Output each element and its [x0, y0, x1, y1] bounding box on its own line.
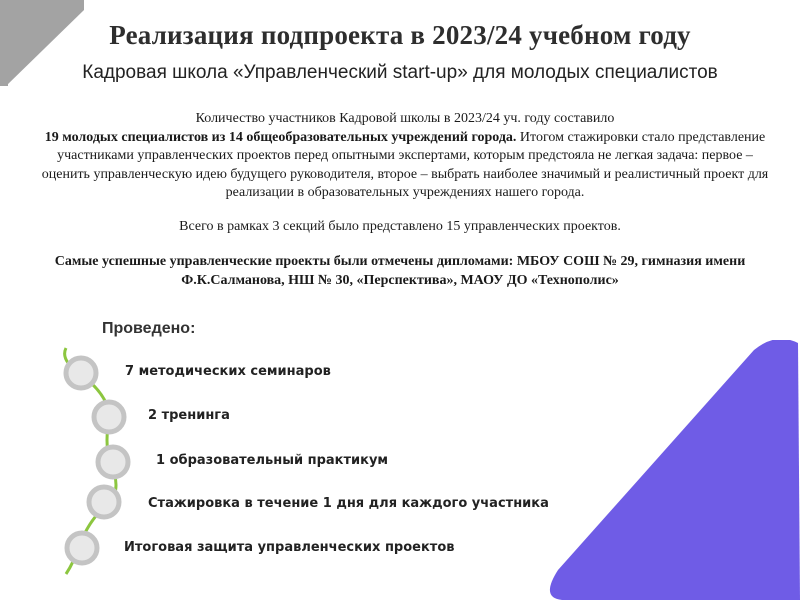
- timeline-node-4: [89, 487, 119, 517]
- timeline-node-1: [66, 358, 96, 388]
- winners-text: Самые успешные управленческие проекты были отмечены дипломами: МБОУ СОШ № 29, гимназия имени Ф.К.Салманова, НШ № 30, «Перспектива», МАОУ ДО «Технополис»: [54, 254, 746, 288]
- intro-paragraph: [40, 110, 770, 203]
- page-title: Реализация подпроекта в 2023/24 учебном году: [109, 20, 691, 50]
- timeline-node-3: [98, 447, 128, 477]
- intro-bold-text: 19 молодых специалистов из 14 общеобразовательных учреждений города.: [44, 129, 517, 145]
- page-subtitle: Кадровая школа «Управленческий start-up» для молодых специалистов: [82, 62, 718, 83]
- timeline-node-2: [94, 402, 124, 432]
- intro-rest-text: Итогом стажировки стало представление участниками управленческих проектов перед опытными экспертами, которым предстояла не легкая задача: первое – оценить управленческую идею будущего руководителя, второе – выбрать наиболее значимый и реалистичный проект для реализации в образовательных учреждениях нашего города.: [41, 129, 769, 200]
- timeline-graphic: [0, 340, 140, 580]
- timeline-node-5: [67, 533, 97, 563]
- intro-line-1: Количество участников Кадровой школы в 2023/24 уч. году составило: [195, 111, 615, 126]
- timeline-item: 1 образовательный практикум: [156, 453, 389, 468]
- timeline-item: 7 методических семинаров: [125, 364, 331, 379]
- corner-decoration-purple: [540, 340, 800, 600]
- timeline-item: Итоговая защита управленческих проектов: [124, 540, 455, 555]
- timeline-item: 2 тренинга: [148, 408, 230, 423]
- conducted-label: Проведено:: [102, 320, 196, 337]
- projects-count-text: Всего в рамках 3 секций было представлено 15 управленческих проектов.: [179, 219, 621, 234]
- timeline-item: Стажировка в течение 1 дня для каждого участника: [148, 496, 549, 511]
